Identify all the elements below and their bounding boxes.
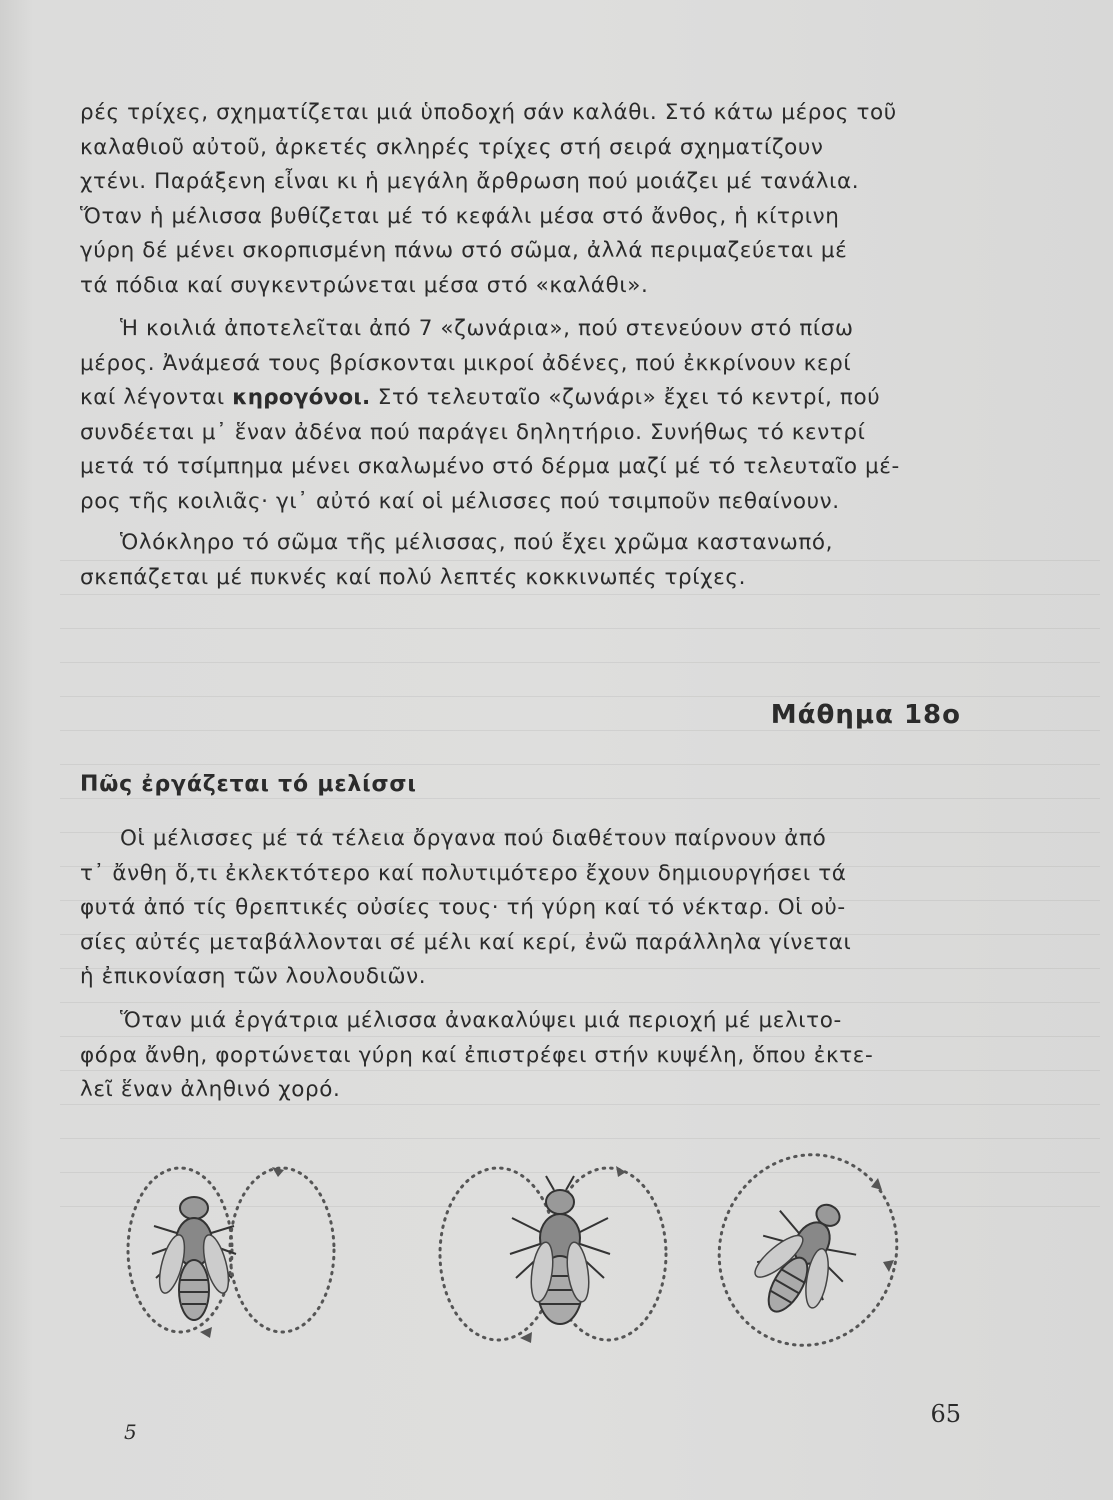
section-title: Πῶς ἐργάζεται τό μελίσσι	[80, 772, 417, 797]
paragraph-body-hair	[80, 526, 950, 595]
arrow-head-icon	[616, 1166, 626, 1177]
text-line: ἡ ἐπικονίαση τῶν λουλουδιῶν.	[80, 964, 427, 989]
text-line: Οἱ μέλισσες μέ τά τέλεια ὄργανα πού διαθέτουν παίρνουν ἀπό	[120, 826, 827, 851]
arrow-head-icon	[200, 1327, 212, 1338]
text-segment: Στό τελευταῖο «ζωνάρι» ἔχει τό κεντρί, πού	[370, 385, 881, 410]
bee-icon	[733, 1184, 873, 1334]
paragraph-dance	[80, 1004, 950, 1108]
term-wax-glands: κηρογόνοι.	[232, 385, 371, 410]
text-line: σίες αὐτές μεταβάλλονται σέ μέλι καί κερί, ἐνῶ παράλληλα γίνεται	[80, 929, 852, 955]
text-line: φυτά ἀπό τίς θρεπτικές οὐσίες τους· τή γύρη καί τό νέκταρ. Οἱ οὐ-	[80, 895, 846, 920]
text-line: καλαθιοῦ αὐτοῦ, ἀρκετές σκληρές τρίχες στή σειρά σχηματίζουν	[80, 134, 824, 160]
text-line: μέρος. Ἀνάμεσά τους βρίσκονται μικροί ἀδένες, πού ἐκκρίνουν κερί	[80, 350, 852, 376]
text-segment: καί λέγονται	[80, 385, 233, 410]
text-line: μετά τό τσίμπημα μένει σκαλωμένο στό δέρμα μαζί μέ τό τελευταῖο μέ-	[80, 454, 900, 479]
text-line: ρές τρίχες, σχηματίζεται μιά ὑποδοχή σάν καλάθι. Στό κάτω μέρος τοῦ	[80, 100, 897, 125]
lesson-title: Μάθημα 18ο	[770, 700, 961, 730]
text-line: συνδέεται μ᾽ ἕναν ἀδένα πού παράγει δηλητήριο. Συνήθως τό κεντρί	[80, 419, 866, 445]
text-line: γύρη δέ μένει σκορπισμένη πάνω στό σῶμα, ἀλλά περιμαζεύεται μέ	[80, 238, 848, 263]
text-line: Ὁλόκληρο τό σῶμα τῆς μέλισσας, πού ἔχει χρῶμα καστανωπό,	[120, 530, 834, 555]
text-line: Ὅταν ἡ μέλισσα βυθίζεται μέ τό κεφάλι μέσα στό ἄνθος, ἡ κίτρινη	[80, 203, 840, 229]
paragraph-bee-basket	[80, 96, 950, 303]
bee-icon	[152, 1197, 236, 1320]
signature-mark: 5	[124, 1420, 137, 1444]
paragraph-abdomen	[80, 312, 950, 519]
page-number: 65	[930, 1400, 961, 1428]
text-line: φόρα ἄνθη, φορτώνεται γύρη καί ἐπιστρέφει στήν κυψέλη, ὅπου ἐκτε-	[80, 1042, 874, 1068]
text-line: χτένι. Παράξενη εἶναι κι ἡ μεγάλη ἄρθρωση πού μοιάζει μέ τανάλια.	[80, 169, 860, 194]
text-line: σκεπάζεται μέ πυκνές καί πολύ λεπτές κοκκινωπές τρίχες.	[80, 564, 747, 590]
text-line: λεῖ ἕναν ἀληθινό χορό.	[80, 1077, 341, 1102]
text-line: Ἡ κοιλιά ἀποτελεῖται ἀπό 7 «ζωνάρια», πού στενεύουν στό πίσω	[120, 316, 854, 341]
arrow-head-icon	[272, 1167, 284, 1177]
paragraph-bees-work	[80, 822, 950, 995]
waggle-dance-svg	[88, 1150, 948, 1350]
text-line: τ᾽ ἄνθη ὅ,τι ἐκλεκτότερο καί πολυτιμότερο ἔχουν δημιουργήσει τά	[80, 860, 847, 886]
text-line: Ὅταν μιά ἐργάτρια μέλισσα ἀνακαλύψει μιά περιοχή μέ μελιτο-	[120, 1008, 842, 1033]
text-line: ρος τῆς κοιλιᾶς· γι᾽ αὐτό καί οἱ μέλισσες πού τσιμποῦν πεθαίνουν.	[80, 488, 840, 514]
waggle-dance-illustration	[88, 1150, 948, 1350]
bee-icon	[510, 1176, 610, 1324]
waggle-dance-path-icon	[230, 1168, 334, 1332]
text-line	[80, 381, 950, 416]
text-line: τά πόδια καί συγκεντρώνεται μέσα στό «καλάθι».	[80, 272, 649, 298]
